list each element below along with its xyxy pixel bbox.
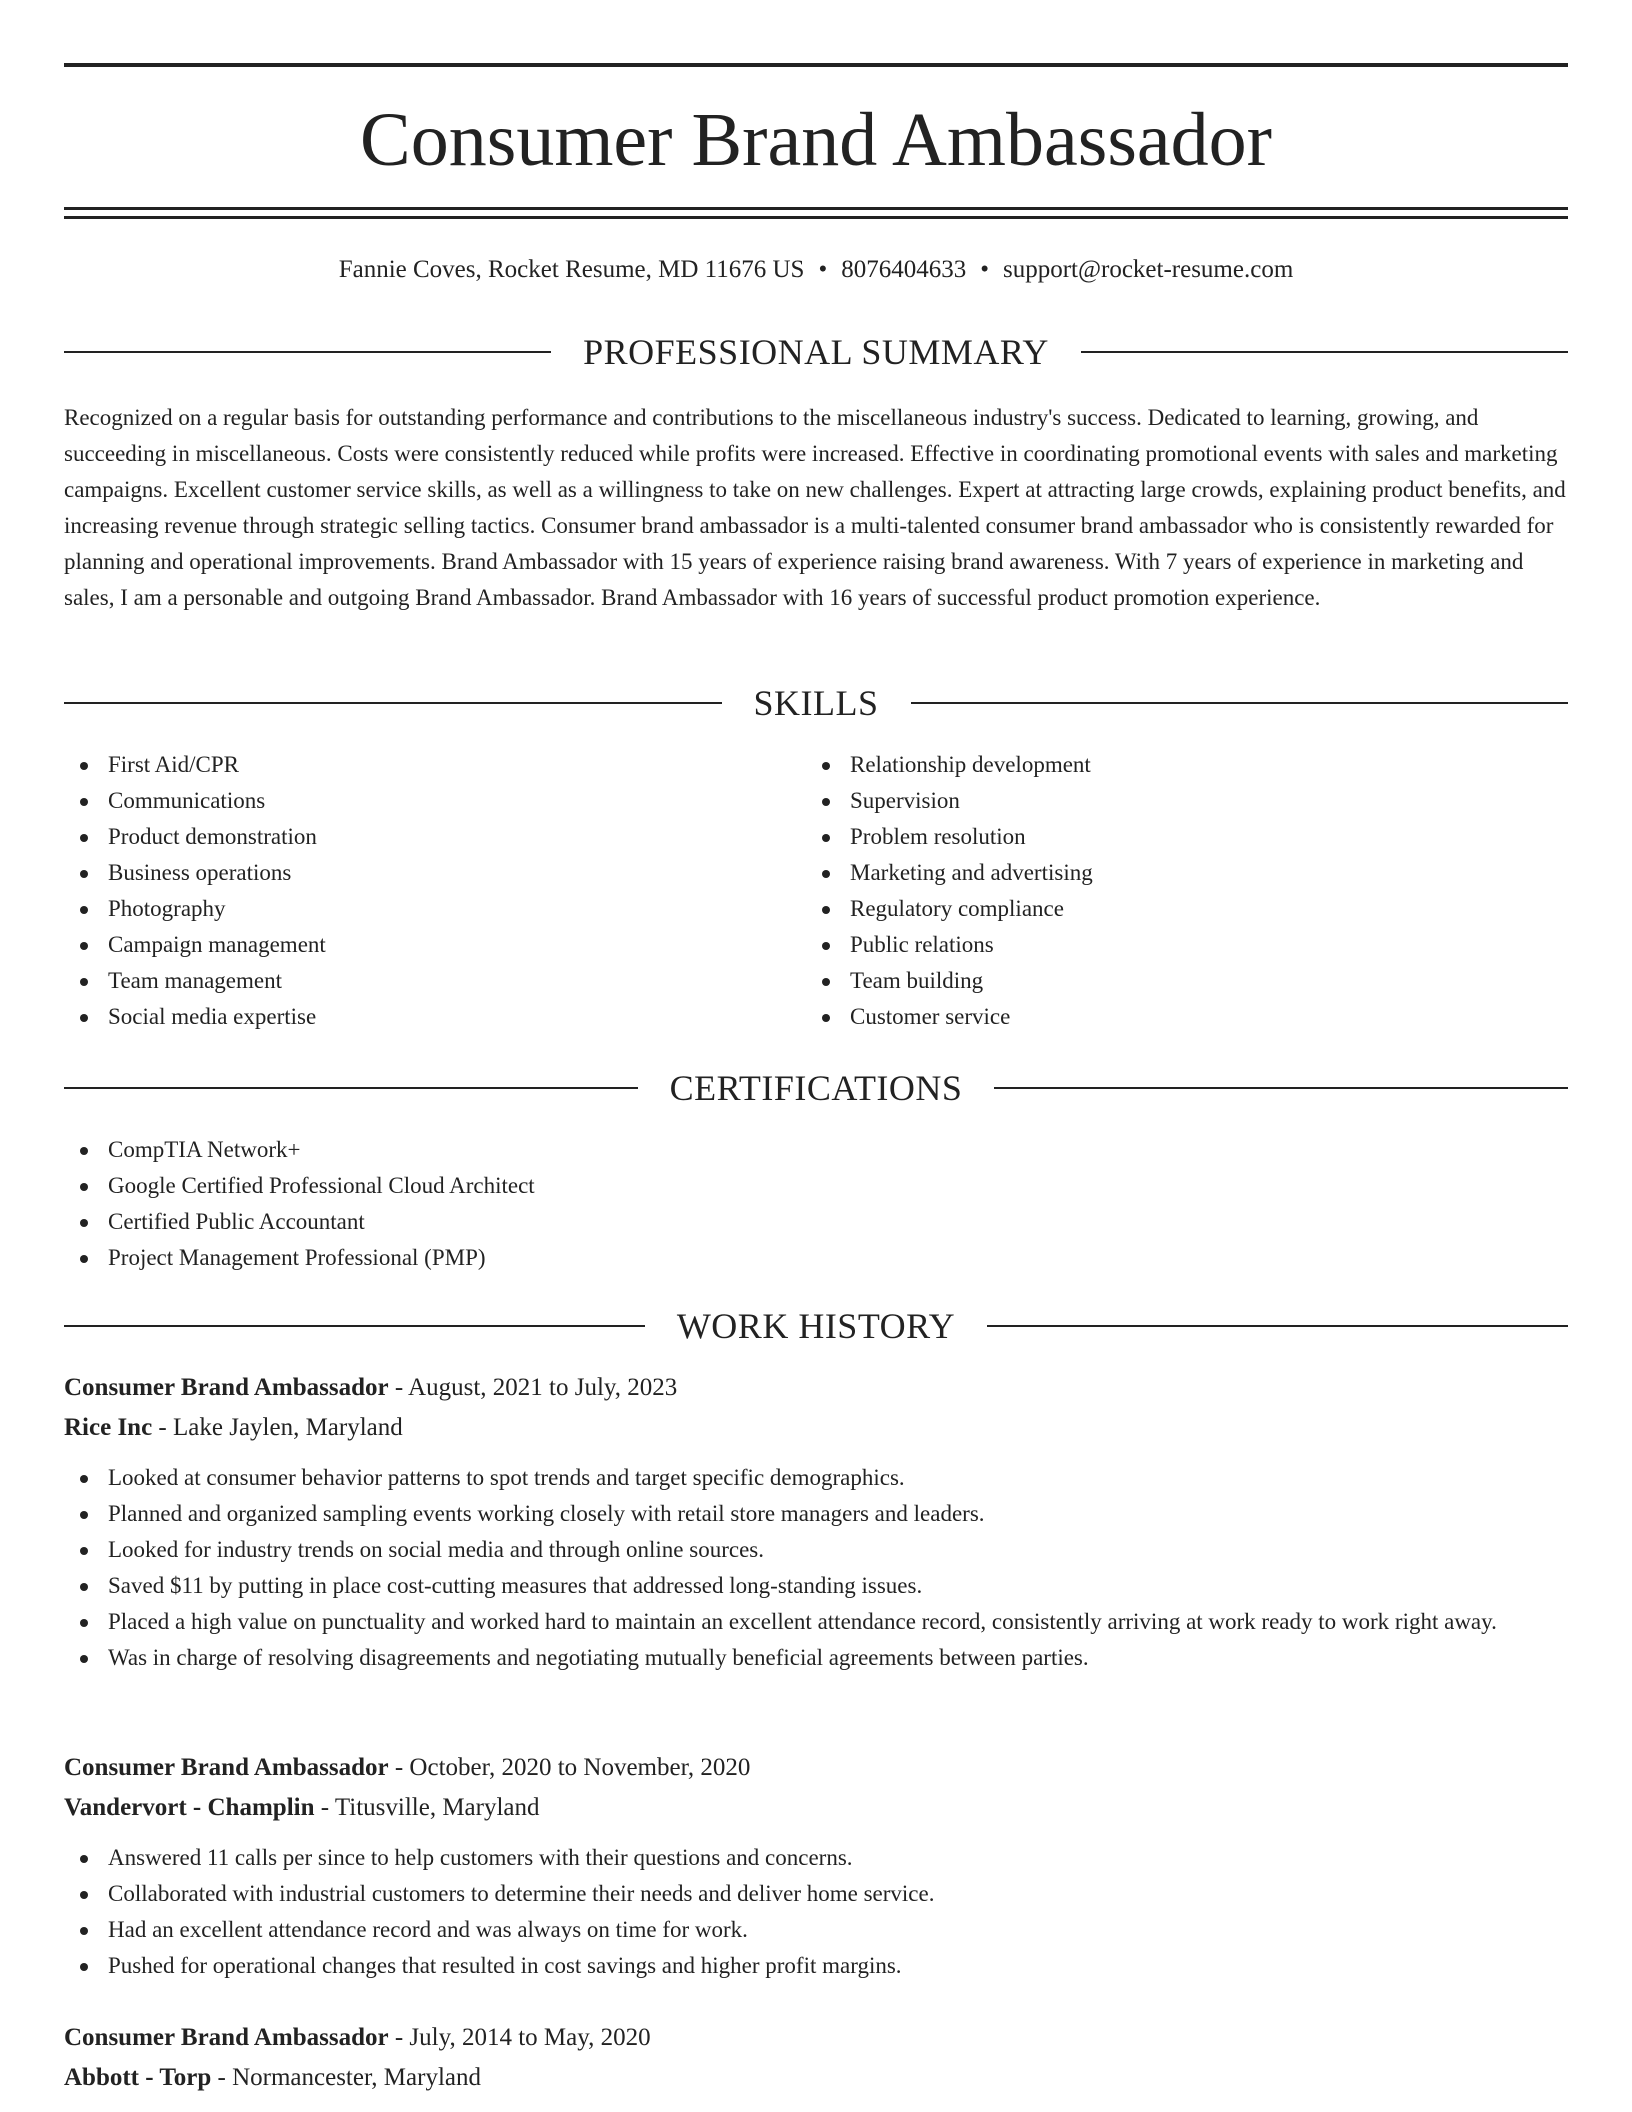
job-dates: - July, 2014 to May, 2020 — [388, 2024, 651, 2051]
job-duty: Pushed for operational changes that resulted in cost savings and higher profit margins. — [64, 1948, 1568, 1984]
job-entry — [64, 2018, 1568, 2098]
skills-list-right — [806, 747, 1546, 1035]
job-title-line — [64, 2018, 1568, 2058]
section-title: SKILLS — [753, 683, 879, 723]
section-heading-skills — [64, 681, 1568, 725]
skill-item: Customer service — [806, 999, 1546, 1035]
job-duty: Planned and organized sampling events working closely with retail store managers and leaders. — [64, 1496, 1568, 1532]
section-title: CERTIFICATIONS — [669, 1068, 963, 1108]
job-location: - Normancester, Maryland — [211, 2064, 481, 2091]
section-heading-work-history — [64, 1304, 1568, 1348]
job-dates: - October, 2020 to November, 2020 — [388, 1754, 751, 1781]
skill-item: Business operations — [64, 855, 804, 891]
heading-rule — [1081, 351, 1568, 353]
job-company: Vandervort - Champlin — [64, 1794, 315, 1821]
job-entry — [64, 1748, 1568, 1984]
job-duty: Looked for industry trends on social media and through online sources. — [64, 1532, 1568, 1568]
job-title: Consumer Brand Ambassador — [64, 2024, 389, 2051]
job-duty: Collaborated with industrial customers to determine their needs and deliver home service. — [64, 1876, 1568, 1912]
skill-item: Problem resolution — [806, 819, 1546, 855]
certifications-list — [64, 1132, 1568, 1276]
title-rule-lower — [64, 216, 1568, 219]
job-duties-list — [64, 1460, 1568, 1676]
job-company: Rice Inc — [64, 1414, 153, 1441]
job-location: - Titusville, Maryland — [314, 1794, 540, 1821]
skill-item: Team building — [806, 963, 1546, 999]
skill-item: Public relations — [806, 927, 1546, 963]
skills-list-left — [64, 747, 804, 1035]
top-rule — [64, 63, 1568, 67]
certification-item: CompTIA Network+ — [64, 1132, 1568, 1168]
job-title: Consumer Brand Ambassador — [64, 1754, 389, 1781]
title-rule-upper — [64, 207, 1568, 210]
job-dates: - August, 2021 to July, 2023 — [388, 1374, 678, 1401]
section-title: PROFESSIONAL SUMMARY — [583, 332, 1049, 372]
resume-title: Consumer Brand Ambassador — [360, 98, 1272, 182]
contact-phone: 8076404633 — [841, 256, 967, 283]
skill-item: First Aid/CPR — [64, 747, 804, 783]
contact-email[interactable]: support@rocket-resume.com — [1002, 256, 1294, 283]
skill-item: Communications — [64, 783, 804, 819]
certification-item: Google Certified Professional Cloud Architect — [64, 1168, 1568, 1204]
job-duty: Had an excellent attendance record and was always on time for work. — [64, 1912, 1568, 1948]
job-title-line — [64, 1748, 1568, 1788]
job-duty: Answered 11 calls per since to help customers with their questions and concerns. — [64, 1840, 1568, 1876]
job-duty: Placed a high value on punctuality and worked hard to maintain an excellent attendance record, consistently arriving at work ready to work right away. — [64, 1604, 1568, 1640]
job-company-line — [64, 2058, 1568, 2098]
skill-item: Supervision — [806, 783, 1546, 819]
skill-item: Marketing and advertising — [806, 855, 1546, 891]
heading-rule — [987, 1325, 1568, 1327]
job-company-line — [64, 1408, 1568, 1448]
job-duty: Looked at consumer behavior patterns to spot trends and target specific demographics. — [64, 1460, 1568, 1496]
heading-rule — [64, 1325, 645, 1327]
skill-item: Relationship development — [806, 747, 1546, 783]
heading-rule — [64, 1087, 638, 1089]
contact-separator: • — [980, 256, 989, 283]
heading-rule — [911, 702, 1569, 704]
skill-item: Social media expertise — [64, 999, 804, 1035]
contact-separator: • — [818, 256, 828, 283]
contact-line — [64, 252, 1568, 288]
certification-item: Certified Public Accountant — [64, 1204, 1568, 1240]
skill-item: Photography — [64, 891, 804, 927]
job-company: Abbott - Torp — [64, 2064, 212, 2091]
skill-item: Product demonstration — [64, 819, 804, 855]
job-location: - Lake Jaylen, Maryland — [152, 1414, 403, 1441]
job-duty: Saved $11 by putting in place cost-cutting measures that addressed long-standing issues. — [64, 1568, 1568, 1604]
heading-rule — [64, 351, 551, 353]
job-company-line — [64, 1788, 1568, 1828]
section-heading-summary — [64, 330, 1568, 374]
section-title: WORK HISTORY — [676, 1306, 956, 1346]
skill-item: Regulatory compliance — [806, 891, 1546, 927]
summary-text: Recognized on a regular basis for outstanding performance and contributions to the miscellaneous industry's success. Dedicated to learning, growing, and succeeding in miscellaneous. Costs were consistently reduced while profits were increased. Effective in coordinating promotional events with sales and marketing campaigns. Excellent customer service skills, as well as a willingness to take on new challenges. Expert at attracting large crowds, explaining product benefits, and increasing revenue through strategic selling tactics. Consumer brand ambassador is a multi-talented consumer brand ambassador who is consistently rewarded for planning and operational improvements. Brand Ambassador with 15 years of experience raising brand awareness. With 7 years of experience in marketing and sales, I am a personable and outgoing Brand Ambassador. Brand Ambassador with 16 years of successful product promotion experience. — [64, 405, 1566, 610]
job-entry — [64, 1368, 1568, 1676]
contact-address: Fannie Coves, Rocket Resume, MD 11676 US — [338, 256, 805, 283]
job-duty: Was in charge of resolving disagreements and negotiating mutually beneficial agreements between parties. — [64, 1640, 1568, 1676]
job-title-line — [64, 1368, 1568, 1408]
job-duties-list — [64, 1840, 1568, 1984]
heading-rule — [994, 1087, 1568, 1089]
skill-item: Campaign management — [64, 927, 804, 963]
certification-item: Project Management Professional (PMP) — [64, 1240, 1568, 1276]
job-title: Consumer Brand Ambassador — [64, 1374, 389, 1401]
heading-rule — [64, 702, 722, 704]
section-heading-certifications — [64, 1066, 1568, 1110]
skill-item: Team management — [64, 963, 804, 999]
